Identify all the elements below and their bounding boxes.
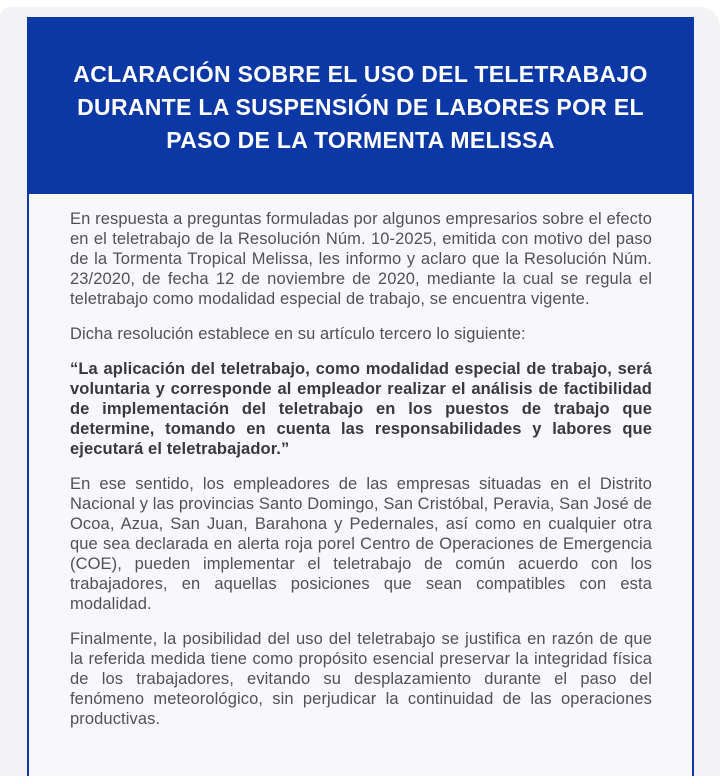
paragraph-lead-in: Dicha resolución establece en su artículo tercero lo siguiente: [70, 325, 526, 343]
paragraph-provinces: En ese sentido, los empleadores de las empresas situadas en el Distrito Nacional y las provincias Santo Domingo, San Cristóbal, Peravia, San José de Ocoa, Azua, San Juan, Barahona y Pedernales, así como en cualquier otra que sea declarada en alerta roja porel Centro de Operaciones de Emergencia (COE), pueden implementar el teletrabajo de común acuerdo con los trabajadores, en aquellas posiciones que sean compatibles con esta modalidad. [70, 475, 652, 613]
paragraph-intro: En respuesta a preguntas formuladas por algunos empresarios sobre el efecto en el teletrabajo de la Resolución Núm. 10-2025, emitida con motivo del paso de la Tormenta Tropical Melissa, les informo y aclaro que la Resolución Núm. 23/2020, de fecha 12 de noviembre de 2020, mediante la cual se regula el teletrabajo como modalidad especial de trabajo, se encuentra vigente. [70, 210, 652, 308]
notice-header-banner [27, 17, 694, 194]
paragraph-closing: Finalmente, la posibilidad del uso del teletrabajo se justifica en razón de que la referida medida tiene como propósito esencial preservar la integridad física de los trabajadores, evitando su desplazamiento durante el paso del fenómeno meteorológico, sin perjudicar la continuidad de las operaciones productivas. [70, 630, 652, 728]
notice-card [27, 17, 694, 776]
notice-title-line-1: ACLARACIÓN SOBRE EL USO DEL TELETRABAJO [73, 61, 648, 87]
notice-title-line-2: DURANTE LA SUSPENSIÓN DE LABORES POR EL [77, 94, 644, 120]
paragraph-quoted-article: “La aplicación del teletrabajo, como modalidad especial de trabajo, será voluntaria y corresponde al empleador realizar el análisis de factibilidad de implementación del teletrabajo en los puestos de trabajo que determine, tomando en cuenta las responsabilidades y labores que ejecutará el teletrabajador.” [70, 360, 652, 458]
notice-title-line-3: PASO DE LA TORMENTA MELISSA [166, 127, 555, 153]
notice-body [27, 194, 694, 776]
